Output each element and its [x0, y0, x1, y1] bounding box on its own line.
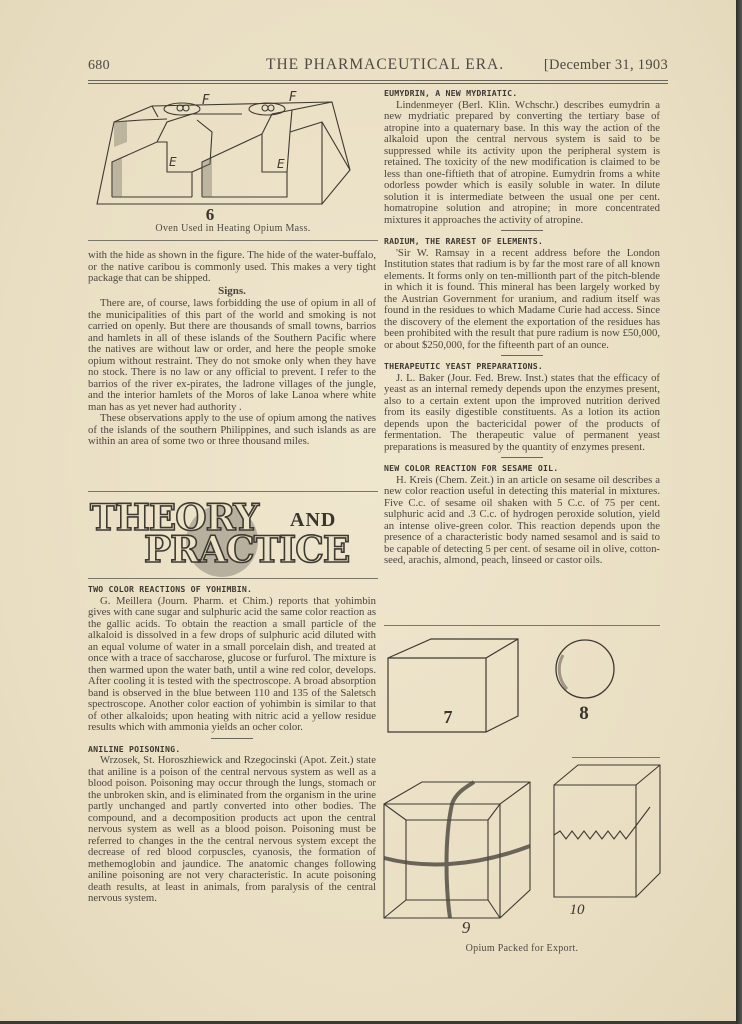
article-heading-yeast: THERAPEUTIC YEAST PREPARATIONS.: [384, 361, 544, 371]
theory-and-practice-banner: [84, 497, 374, 579]
export-figures-caption: Opium Packed for Export.: [465, 943, 579, 954]
figure-7-number: 7: [443, 707, 453, 727]
figure-9-crate-illustration: [382, 780, 534, 922]
article-separator: [501, 457, 543, 458]
figure-10-number: 10: [569, 902, 585, 918]
figure-8-ball-illustration: [553, 637, 617, 701]
continued-paragraph: with the hide as shown in the figure. The hide of the water-buffalo, or the native caribou is commonly used. This makes a very tight package that can be shipped.: [88, 249, 376, 284]
article-heading-yohimbin: TWO COLOR REACTIONS OF YOHIMBIN.: [88, 584, 253, 594]
article-heading-sesame: NEW COLOR REACTION FOR SESAME OIL.: [384, 463, 559, 473]
figure-8-number: 8: [579, 703, 589, 724]
article-heading-eumydrin: EUMYDRIN, A NEW MYDRIATIC.: [384, 88, 518, 98]
left-column-lower: [88, 584, 376, 905]
banner-word-and: AND: [290, 509, 337, 531]
figure-6-label-e2: E: [277, 157, 285, 171]
article-heading-radium: RADIUM, THE RAREST OF ELEMENTS.: [384, 236, 544, 246]
binding-edge: [736, 0, 742, 1024]
article-separator: [501, 230, 543, 231]
left-column-upper: [88, 250, 376, 448]
figure-6-number: 6: [205, 205, 215, 224]
article-body-radium: 'Sir W. Ramsay in a recent address before the London Institution states that radium is by far the most rare of all known elements. It forms only on ten-millionth part of the pitch-blende in which it is found. This mineral has been largely worked by the Austrian Government for uranium, and radium itself was found in the residues to which Madame Curie had access. Since the discovery of the element the exportation of the residues has been prohibited with the result that pure radium is now £50,000, or about $250,000, for the fifteenth part of an ounce.: [384, 246, 660, 351]
banner-bottom-rule: [88, 578, 378, 579]
signs-paragraph-2: These observations apply to the use of opium among the natives of the islands of the southern Philippines, and such islands as are within an area of some two or three thousand miles.: [88, 412, 376, 447]
figures-mid-rule: [572, 757, 660, 758]
article-separator: [501, 355, 543, 356]
signs-subheading: Signs.: [218, 284, 246, 297]
article-heading-aniline: ANILINE POISONING.: [88, 743, 181, 754]
article-body-eumydrin: Lindenmeyer (Berl. Klin. Wchschr.) describes eumydrin a new mydriatic prepared by converting the tertiary base of atropine into a quaternary base. In this way the action of the alkaloid upon the central nervous system is said to be suppressed while its activity upon the peripheral system is retained. The toxicity of the new modification is claimed to be less than one-fiftieth that of atropine. Eumydrin froms a white odorless powder which is easily soluble in water. In dilute solution it is intermediate between the usual one per cent. homatropine solution and atropine; in more concentrated mixtures it approaches the activity of atropine.: [384, 98, 660, 226]
issue-date: [December 31, 1903: [543, 57, 668, 73]
figure-6-caption: Oven Used in Heating Opium Mass.: [155, 223, 311, 234]
banner-word-theory: THEORY: [90, 497, 259, 539]
figure-10-bundle-illustration: [552, 763, 662, 901]
header-rule: [88, 80, 668, 84]
article-body-aniline: Wrzosek, St. Horoszhiewick and Rzegocinski (Apot. Zeit.) state that aniline is a poison of the central nervous system as well as a blood poison. Poisoning may occur through the lungs, stomach or the unbroken skin, and is eliminated from the organism in the urine partly unchanged and partly converted into other bodies. The compound, and a decomposition products act upon the central nervous system as well as a blood poison. Poisoning must be referred to changes in the the central nervous system except the decrease of red blood corpuscles, cyanosis, the formation of methemoglobin and jaundice. The anatomic changes following aniline poisoning are not very characteristic. In acute poisoning death results, at least in animals, from paralysis of the central nervous system.: [88, 754, 376, 904]
figure-6-label-f1: F: [202, 93, 210, 108]
article-body-yeast: J. L. Baker (Jour. Fed. Brew. Inst.) states that the efficacy of yeast as an internal remedy depends upon the enzymes present, also to a certain extent upon the improved nutrition derived from its easily digestible constituents. As a lotion its action depends upon the bactericidal power of the products of fermentation. The therapeutic value of permanent yeast preparations is measured by the quantity of enzymes present.: [384, 371, 660, 453]
right-column: [384, 88, 660, 567]
figures-top-rule: [384, 625, 660, 626]
article-body-sesame: H. Kreis (Chem. Zeit.) in an article on sesame oil describes a new color reaction useful in detecting this material in mixtures. Five C.c. of sesame oil shaken with 5 C.c. of 75 per cent. sulphuric acid and .3 C.c. of hydrogen peroxide solution, yield an intense olive-green color. This reaction depends upon the presence of a characteristic body named sesamol and is said to be capable of detecting 5 per cent. of sesame oil in olive, cotton-seed, arachis, almond, peach, linseed or castor oils.: [384, 473, 660, 566]
page-number: 680: [88, 58, 110, 73]
figure-6-label-f2: F: [289, 90, 297, 105]
journal-title: THE PHARMACEUTICAL ERA.: [266, 56, 505, 73]
article-separator: [211, 738, 253, 739]
banner-word-practice: PRACTICE: [144, 529, 350, 571]
article-body-yohimbin: G. Meillera (Journ. Pharm. et Chim.) reports that yohimbin gives with cane sugar and sulphuric acid the same color reaction as the gallic acids. To obtain the reaction a small particle of the alkaloid is dissolved in a few drops of sulphuric acid diluted with an equal volume of water in a small porcelain dish, and treated at once with a trace of saccharose, glucose or furfurol. The mixture is then warmed upon the water bath, until a wine red color, develops. After cooling it is tested with the spectroscope. A broad absorption band is observed in the blue between 110 and 135 of the Saletsch spectroscope. Another color eaction of yohimbin is similar to that of other alkaloids; upon heating with nitric acid a yellow residue results which with ammonia yields an ocher color.: [88, 594, 376, 733]
figure-6-oven-illustration: [92, 92, 372, 207]
figure-6-label-e1: E: [169, 155, 177, 169]
signs-paragraph-1: There are, of course, laws forbidding the use of opium in all of the municipalities of this part of the world and smoking is not carried on openly. But there are thousands of small towns, barrios and hamlets in all of these islands of the Southern Pacific where the natives are without law or order, and here the people smoke opium without restraint. They do not smoke only when they have no stock. There is no law or any official to prevent. I refer to the barrios of the river ex-pirates, the ladrone villages of the jungle, and the interior hamlets of the Moros of lake Lanoa where white man has as yet never had authority .: [88, 297, 376, 413]
banner-top-rule: [88, 491, 378, 492]
figure-6-bottom-rule: [88, 240, 378, 241]
running-header: [88, 56, 668, 78]
figure-9-number: 9: [461, 918, 471, 937]
